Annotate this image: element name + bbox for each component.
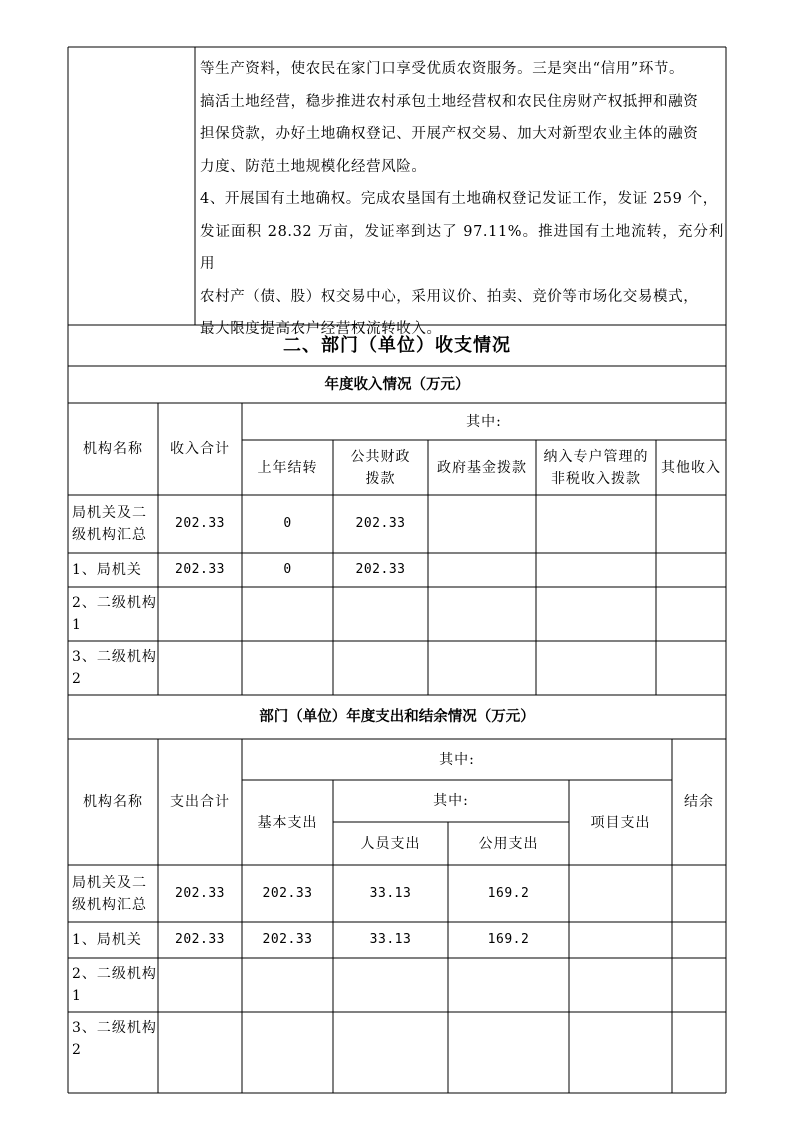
income-row-other xyxy=(656,495,726,553)
income-header-other: 其他收入 xyxy=(661,459,721,476)
expense-row-public-use: 169.2 xyxy=(487,885,530,901)
expense-row-personnel: 33.13 xyxy=(369,932,412,947)
intro-line: 4、开展国有土地确权。完成农垦国有土地确权登记发证工作，发证 259 个， xyxy=(200,191,718,207)
expense-header-name: 机构名称 xyxy=(83,794,143,810)
expense-header-of-which-basic: 其中: xyxy=(433,793,469,809)
income-header-carryover: 上年结转 xyxy=(257,459,318,476)
expense-header-personnel: 人员支出 xyxy=(360,835,421,852)
income-row-other xyxy=(656,553,726,587)
income-header-gov-fund: 政府基金拨款 xyxy=(437,459,527,476)
expense-row-basic: 202.33 xyxy=(262,932,313,947)
income-header-of-which: 其中: xyxy=(466,413,502,430)
intro-paragraph xyxy=(200,53,724,346)
intro-line: 搞活土地经营，稳步推进农村承包土地经营权和农民住房财产权抵押和融资 xyxy=(200,93,699,110)
income-row-nontax xyxy=(536,495,656,553)
income-row-carryover: 0 xyxy=(283,562,292,577)
income-table-title: 年度收入情况（万元） xyxy=(324,376,470,393)
intro-line: 力度、防范土地规模化经营风险。 xyxy=(200,158,427,175)
expense-row-project xyxy=(569,865,672,922)
expense-row-name: 3、二级机构2 xyxy=(72,1020,157,1058)
expense-header-project: 项目支出 xyxy=(590,814,651,831)
intro-line: 发证面积 28.32 万亩，发证率到达了 97.11%。推进国有土地流转，充分利用 xyxy=(200,223,724,272)
income-header-public-finance: 公共财政拨款 xyxy=(350,448,411,487)
expense-header-public-use: 公用支出 xyxy=(478,835,539,852)
intro-line: 等生产资料，使农民在家门口享受优质农资服务。三是突出“信用”环节。 xyxy=(200,61,685,77)
expense-header-total: 支出合计 xyxy=(170,794,230,810)
income-row-name: 局机关及二级机构汇总 xyxy=(72,505,147,543)
income-row-name: 3、二级机构2 xyxy=(72,649,157,687)
income-header-name: 机构名称 xyxy=(83,441,143,457)
income-header-nontax: 纳入专户管理的非税收入拨款 xyxy=(543,448,649,487)
income-row-gov-fund xyxy=(428,495,536,553)
expense-row-personnel: 33.13 xyxy=(369,885,412,901)
expense-header-basic: 基本支出 xyxy=(257,814,318,831)
expense-row-public-use: 169.2 xyxy=(487,932,530,947)
intro-line: 农村产（债、股）权交易中心，采用议价、拍卖、竞价等市场化交易模式， xyxy=(200,288,699,305)
expense-row-name: 1、局机关 xyxy=(72,932,142,948)
income-row-total: 202.33 xyxy=(175,562,225,577)
intro-line: 最大限度提高农户经营权流转收入。 xyxy=(200,321,442,337)
expense-row-balance xyxy=(672,922,726,958)
expense-table-title: 部门（单位）年度支出和结余情况（万元） xyxy=(259,709,535,725)
expense-header-balance: 结余 xyxy=(684,794,714,810)
expense-row-balance xyxy=(672,865,726,922)
income-row-name: 1、局机关 xyxy=(72,562,142,578)
intro-line: 担保贷款，办好土地确权登记、开展产权交易、加大对新型农业主体的融资 xyxy=(200,126,699,142)
expense-row-name: 2、二级机构1 xyxy=(72,966,157,1004)
income-row-carryover: 0 xyxy=(283,516,292,531)
income-row-nontax xyxy=(536,553,656,587)
income-row-public-finance: 202.33 xyxy=(355,562,406,577)
expense-row-basic: 202.33 xyxy=(262,885,313,901)
income-row-gov-fund xyxy=(428,553,536,587)
income-row-total: 202.33 xyxy=(175,516,225,531)
expense-row-name: 局机关及二级机构汇总 xyxy=(72,874,147,913)
section-title: 二、部门（单位）收支情况 xyxy=(283,334,511,356)
expense-row-total: 202.33 xyxy=(175,885,225,901)
income-header-total: 收入合计 xyxy=(170,441,230,457)
income-row-public-finance: 202.33 xyxy=(355,516,406,531)
expense-row-total: 202.33 xyxy=(175,932,225,947)
expense-header-of-which: 其中: xyxy=(439,751,475,768)
income-row-name: 2、二级机构1 xyxy=(72,595,157,633)
expense-row-project xyxy=(569,922,672,958)
